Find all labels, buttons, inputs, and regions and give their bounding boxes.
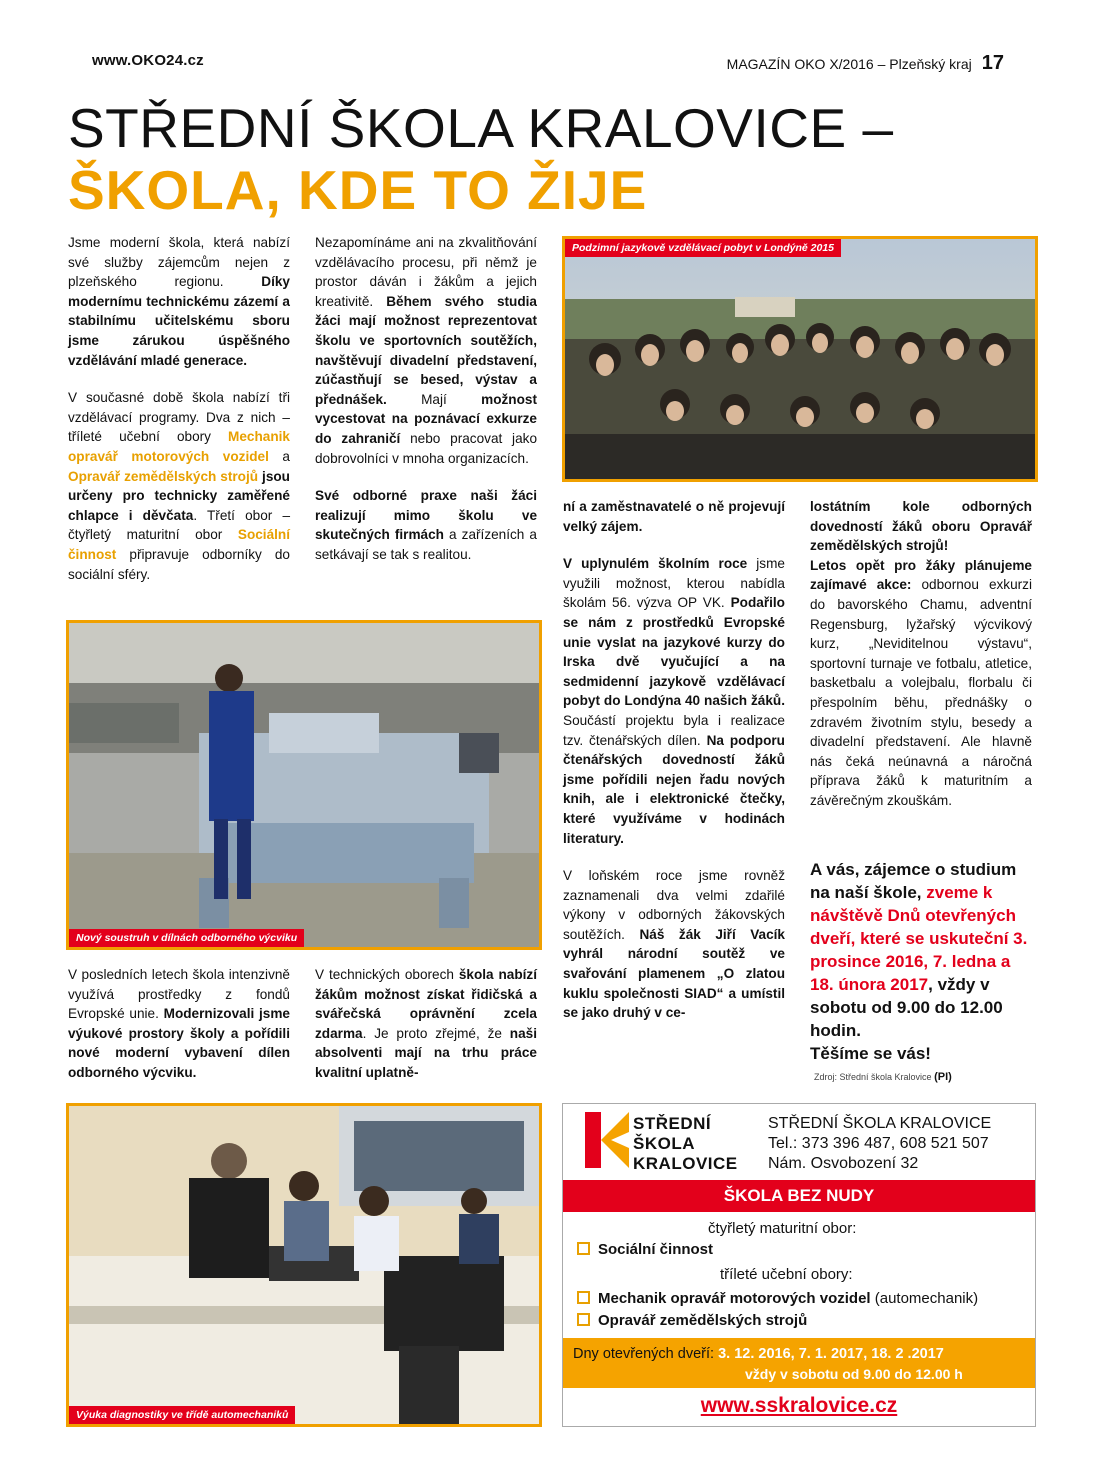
ucebni-label: tříleté učební obory: [720,1266,853,1283]
checkbox-icon [577,1242,590,1255]
text-column-1: Jsme moderní škola, která nabízí své služby zájemcům nejen z plzeňského regionu. Díky modernímu technickému zázemí a stabilnímu učitelskému sboru jsme zárukou úspěšného vzdělávání mladé generace. V současné době škola nabízí tři vzdělávací programy. Dva z nich – tříleté učební obory Mechanik opravář motorových vozidel a Opravář zemědělských strojů jsou určeny pro technicky zaměřené chlapce i děvčata. Třetí obor – čtyřletý maturitní obor Sociální činnost připravuje odborníky do sociální sféry. [68,235,290,582]
classroom-photo-icon [69,1106,539,1424]
school-logo-text: STŘEDNÍ ŠKOLA KRALOVICE [633,1114,738,1173]
group-photo-icon [565,239,1035,479]
maturitni-label: čtyřletý maturitní obor: [708,1220,857,1237]
article-title-line2: ŠKOLA, KDE TO ŽIJE [68,159,648,221]
slogan-bar: ŠKOLA BEZ NUDY [563,1180,1035,1212]
program-item-3: Opravář zemědělských strojů [577,1312,807,1329]
text-column-3: ní a zaměstnavatelé o ně projevují velký zájem. V uplynulém školním roce jsme využili možnost, kterou nabídla školám 56. výzva OP VK. Podařilo se nám z prostředků Evropské unie vyslat na jazykové kurzy do Irska dvě vyučující a na sedmidenní jazykově vzdělávací pobyt do Londýna 40 našich žáků. Součástí projektu byla i realizace tzv. čtenářských dílen. Na podporu čtenářských dovedností žáků jsme pořídili nejen řadu nových knih, ale i elektronické čtečky, které využíváme v hodinách literatury. V loňském roce jsme rovněž zaznamenali dva velmi zdařilé výkony v odborných žákovských soutěžích. Náš žák Jiří Vacík vyhrál národní soutěž ve svařování plamenem „O zlatou kuklu společnosti SIAD“ a umístil se jako druhý v ce- [563,499,785,1021]
workshop-photo-icon [69,623,539,947]
text-column-4: lostátním kole odborných dovedností žáků oboru Opravář zemědělských strojů! Letos opět pro žáky plánujeme zajímavé akce: odbornou exkurzi do bavorského Chamu, adventní Regensburg, lyžařský výcvikový kurz, „Neviditelnou výstavu“, sportovní turnaje ve fotbalu, atletice, basketbalu a volejbalu, florbalu či přespolním běhu, přednášky o zdravém životním stylu, besedy a divadelní představení. Ale hlavně nás čeká neúnavná a náročná příprava žáků k maturitním a závěrečným zkouškám. [810,499,1032,808]
photo-caption-diagnostics: Výuka diagnostiky ve třídě automechaniků [69,1406,295,1424]
magazine-header [727,52,1004,75]
page-number: 17 [981,52,1004,74]
open-day-invitation: A vás, zájemce o studium na naší škole, zveme k návštěvě Dnů otevřených dveří, které se uskuteční 3. prosince 2016, 7. ledna a 18. února 2017, vždy v sobotu od 9.00 do 12.00 hodin. Těšíme se vás! [810,860,1028,1063]
magazine-issue: MAGAZÍN OKO X/2016 – Plzeňský kraj [726,56,972,72]
school-name: STŘEDNÍ ŠKOLA KRALOVICE [768,1115,992,1132]
photo-diagnostics-class [66,1103,542,1427]
school-logo-icon [585,1112,629,1168]
text-column-lower-1: V posledních letech škola intenzivně využívá prostředky z fondů Evropské unie. Modernizovali jsme výukové prostory školy a pořídili nové moderní vybavení dílen odborného výcviku. [68,967,290,1080]
school-phone: Tel.: 373 396 487, 608 521 507 [768,1135,989,1152]
article-title-line1: STŘEDNÍ ŠKOLA KRALOVICE – [68,97,894,159]
school-contact [768,1114,991,1174]
school-address: Nám. Osvobození 32 [768,1155,919,1172]
photo-london-group [562,236,1038,482]
open-days-box: Dny otevřených dveří: 3. 12. 2016, 7. 1. 2017, 18. 2 .2017 vždy v sobotu od 9.00 do 12.00 h [563,1338,1035,1388]
photo-caption-london: Podzimní jazykově vzdělávací pobyt v Londýně 2015 [565,239,841,257]
text-column-2: Nezapomínáme ani na zkvalitňování vzdělávacího procesu, při němž je prostor dáván i žákům a jejich kreativitě. Během svého studia žáci mají možnost reprezentovat školu ve sportovních soutěžích, navštěvují divadelní představení, zúčastňují se besed, výstav a přednášek. Mají možnost vycestovat na poznávací exkurze do zahraničí nebo pracovat jako dobrovolníci v mnoha organizacích. Své odborné praxe naši žáci realizují mimo školu ve skutečných firmách a zařízeních a setkávají se tak s realitou. [315,235,537,562]
photo-lathe-workshop [66,620,542,950]
photo-caption-lathe: Nový soustruh v dílnách odborného výcviku [69,929,304,947]
checkbox-icon [577,1313,590,1326]
site-url[interactable]: www.OKO24.cz [92,52,204,69]
checkbox-icon [577,1291,590,1304]
school-advertisement [562,1103,1036,1427]
program-item-1: Sociální činnost [577,1241,713,1258]
school-website-link[interactable]: www.sskralovice.cz [700,1394,898,1417]
source-credit: Zdroj: Střední škola Kralovice (PI) [814,1071,952,1083]
text-column-lower-2: V technických oborech škola nabízí žákům možnost získat řidičská a svářečská oprávnění zcela zdarma. Je proto zřejmé, že naši absolventi mají na trhu práce kvalitní uplatně- [315,967,537,1080]
program-item-2: Mechanik opravář motorových vozidel (automechanik) [577,1290,978,1307]
